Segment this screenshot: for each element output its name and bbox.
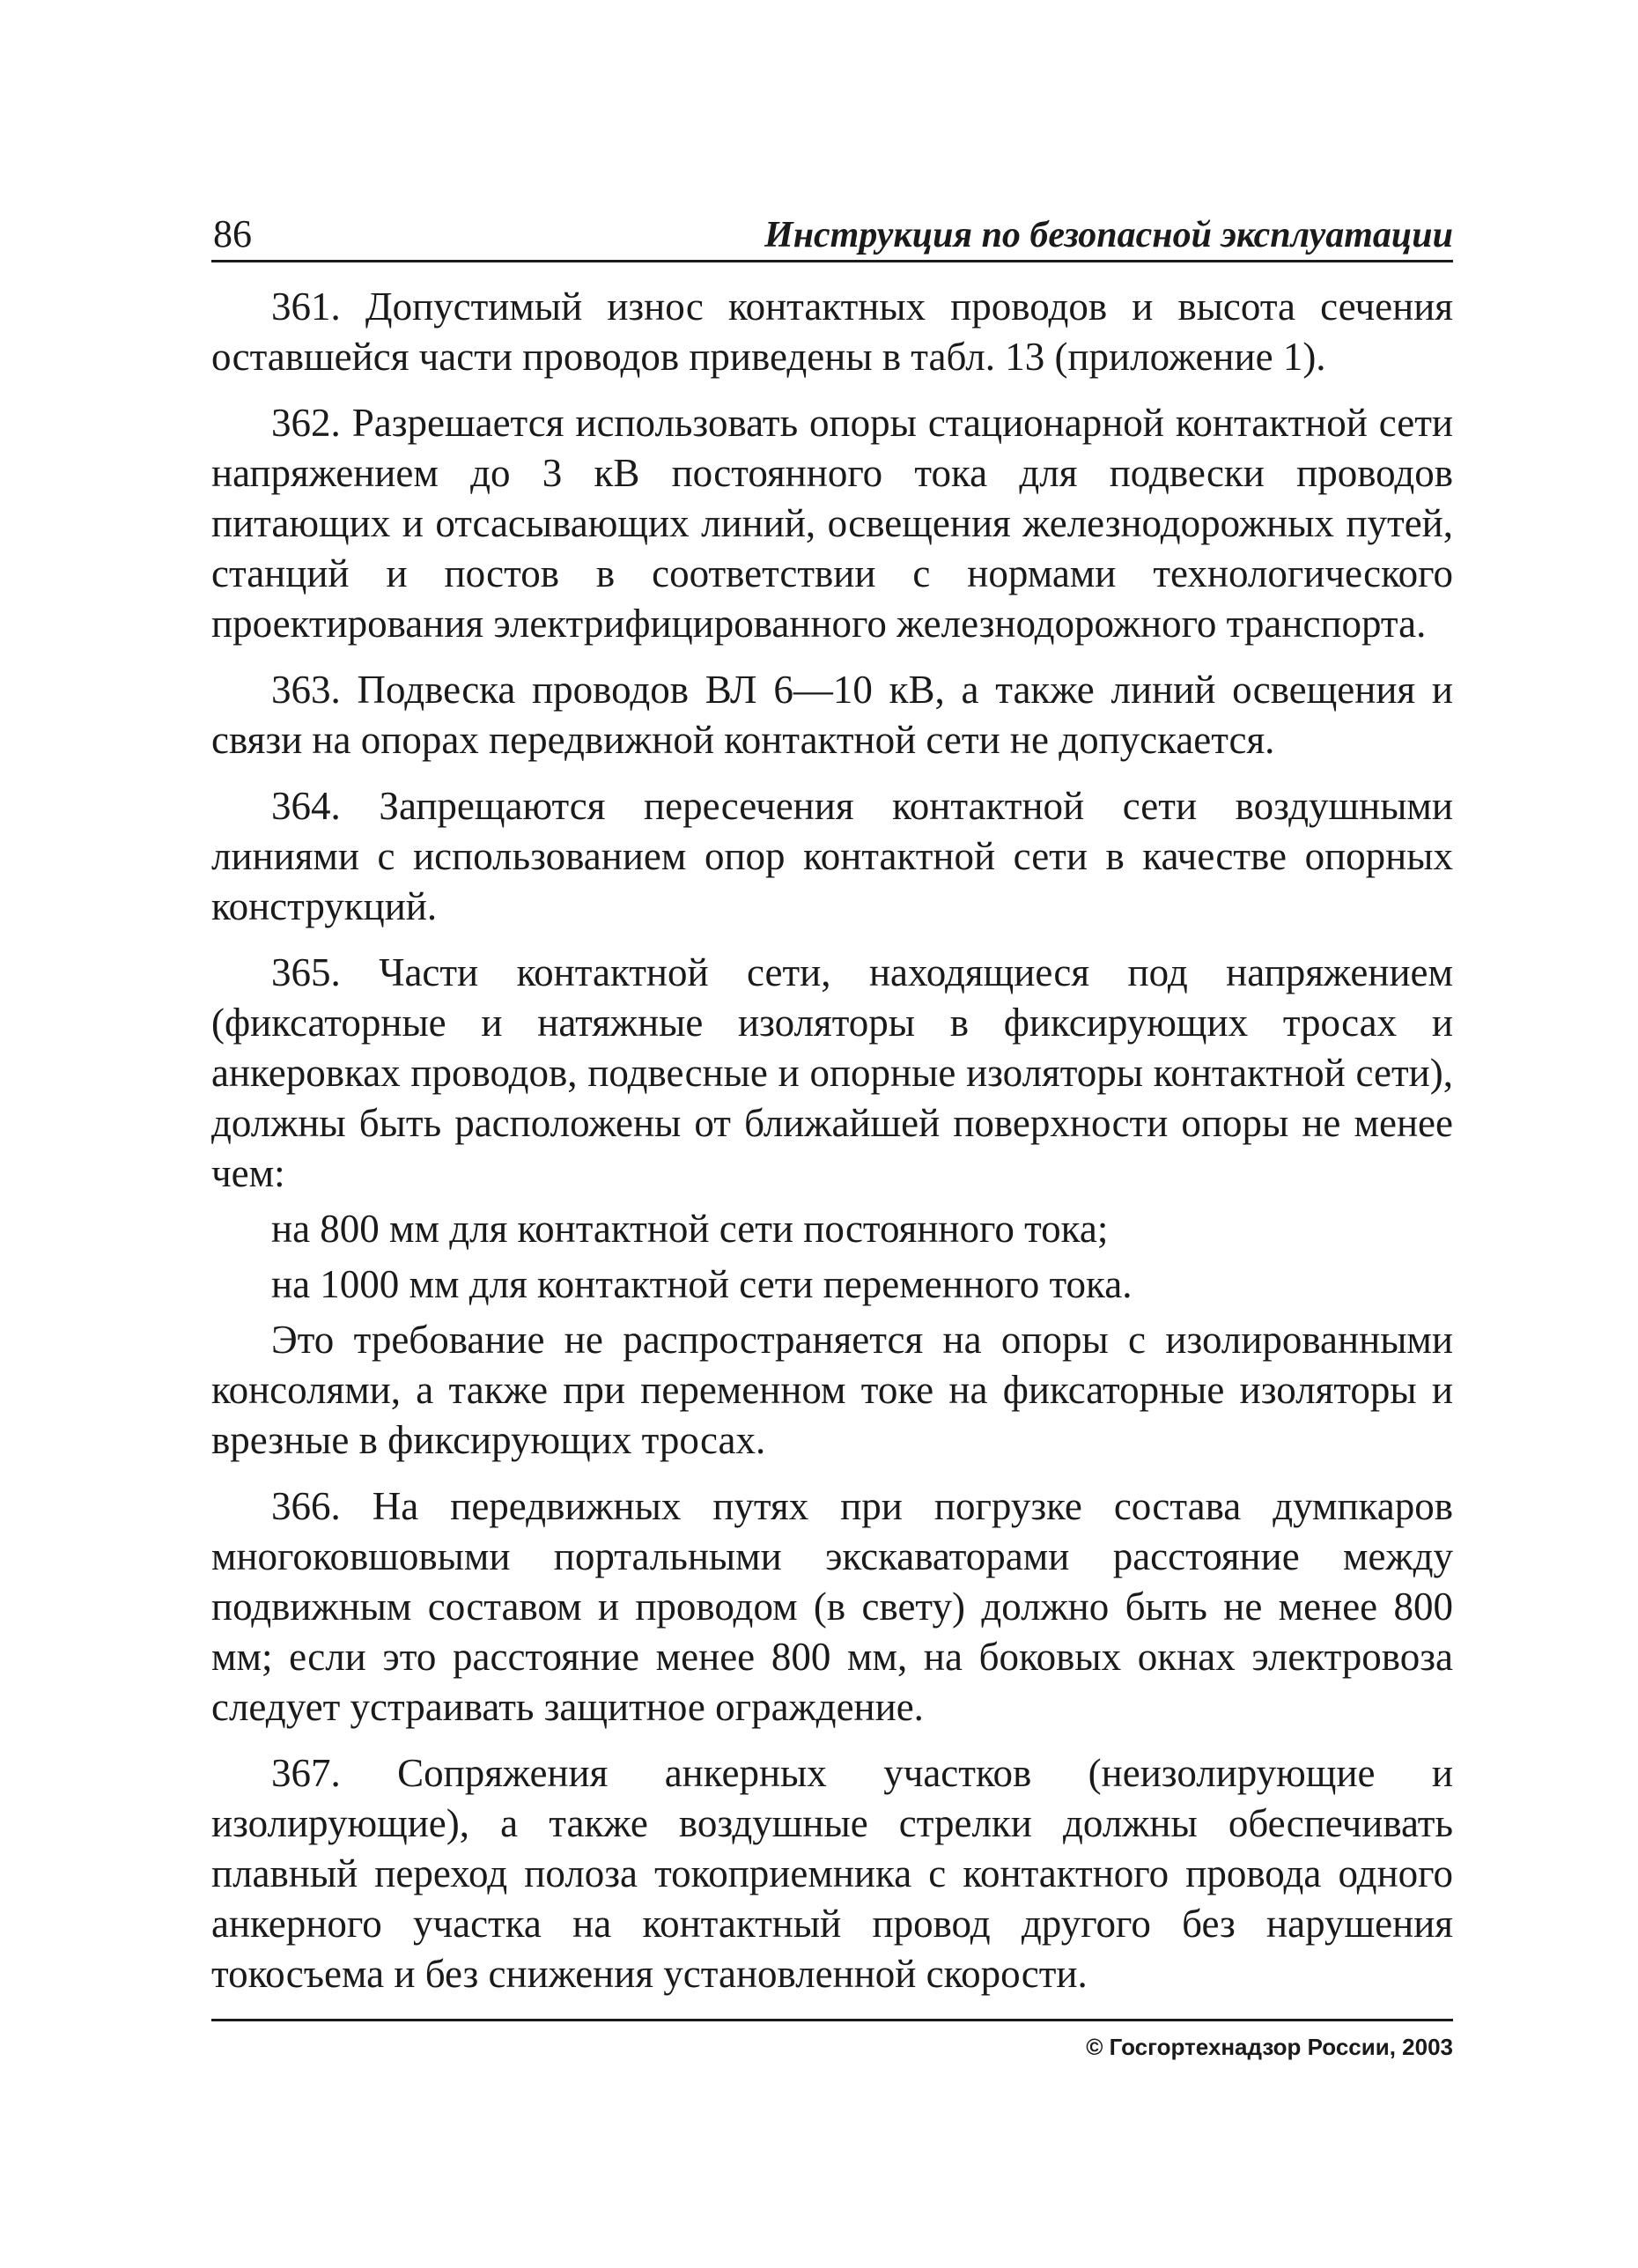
page-header [211, 198, 1453, 262]
copyright-notice: © Госгортехнадзор России, 2003 [1086, 2034, 1453, 2060]
list-item-1000mm: на 1000 мм для контактной сети переменного тока. [271, 1262, 1133, 1306]
paragraph-367: 367. Сопряжения анкерных участков (неизолирующие и изолирующие), а также воздушные стрелки должны обеспечивать плавный переход полоза токоприемника с контактного провода одного анкерного участка на контактный провод другого без нарушения токосъема и без снижения установленной скорости. [211, 1751, 1453, 1996]
page-footer [211, 2019, 1453, 2074]
body-text [211, 282, 1453, 1999]
paragraph-362: 362. Разрешается использовать опоры стационарной контактной сети напряжением до 3 кВ постоянного тока для подвески проводов питающих и отсасывающих линий, освещения железнодорожных путей, станций и постов в соответствии с нормами технологического проектирования электрифицированного железнодорожного транспорта. [211, 401, 1453, 646]
paragraph-364: 364. Запрещаются пересечения контактной сети воздушными линиями с использованием опор контактной сети в качестве опорных конструкций. [211, 784, 1453, 928]
list-item-800mm: на 800 мм для контактной сети постоянного тока; [271, 1207, 1109, 1251]
paragraph-exception: Это требование не распространяется на опоры с изолированными консолями, а также при переменном токе на фиксаторные изоляторы и врезные в фиксирующих тросах. [211, 1318, 1453, 1462]
page-number: 86 [213, 212, 252, 255]
paragraph-363: 363. Подвеска проводов ВЛ 6—10 кВ, а также линий освещения и связи на опорах передвижной контактной сети не допускается. [211, 668, 1453, 762]
document-page [211, 198, 1453, 2074]
paragraph-366: 366. На передвижных путях при погрузке состава думпкаров многоковшовыми портальными экскаваторами расстояние между подвижным составом и проводом (в свету) должно быть не менее 800 мм; если это расстояние менее 800 мм, на боковых окнах электровоза следует устраивать защитное ограждение. [211, 1484, 1453, 1729]
running-title: Инструкция по безопасной эксплуатации [764, 215, 1453, 255]
paragraph-365: 365. Части контактной сети, находящиеся под напряжением (фиксаторные и натяжные изоляторы в фиксирующих тросах и анкеровках проводов, подвесные и опорные изоляторы контактной сети), должны быть расположены от ближайшей поверхности опоры не менее чем: [211, 950, 1453, 1195]
paragraph-361: 361. Допустимый износ контактных проводов и высота сечения оставшейся части проводов приведены в табл. 13 (приложение 1). [211, 284, 1453, 379]
